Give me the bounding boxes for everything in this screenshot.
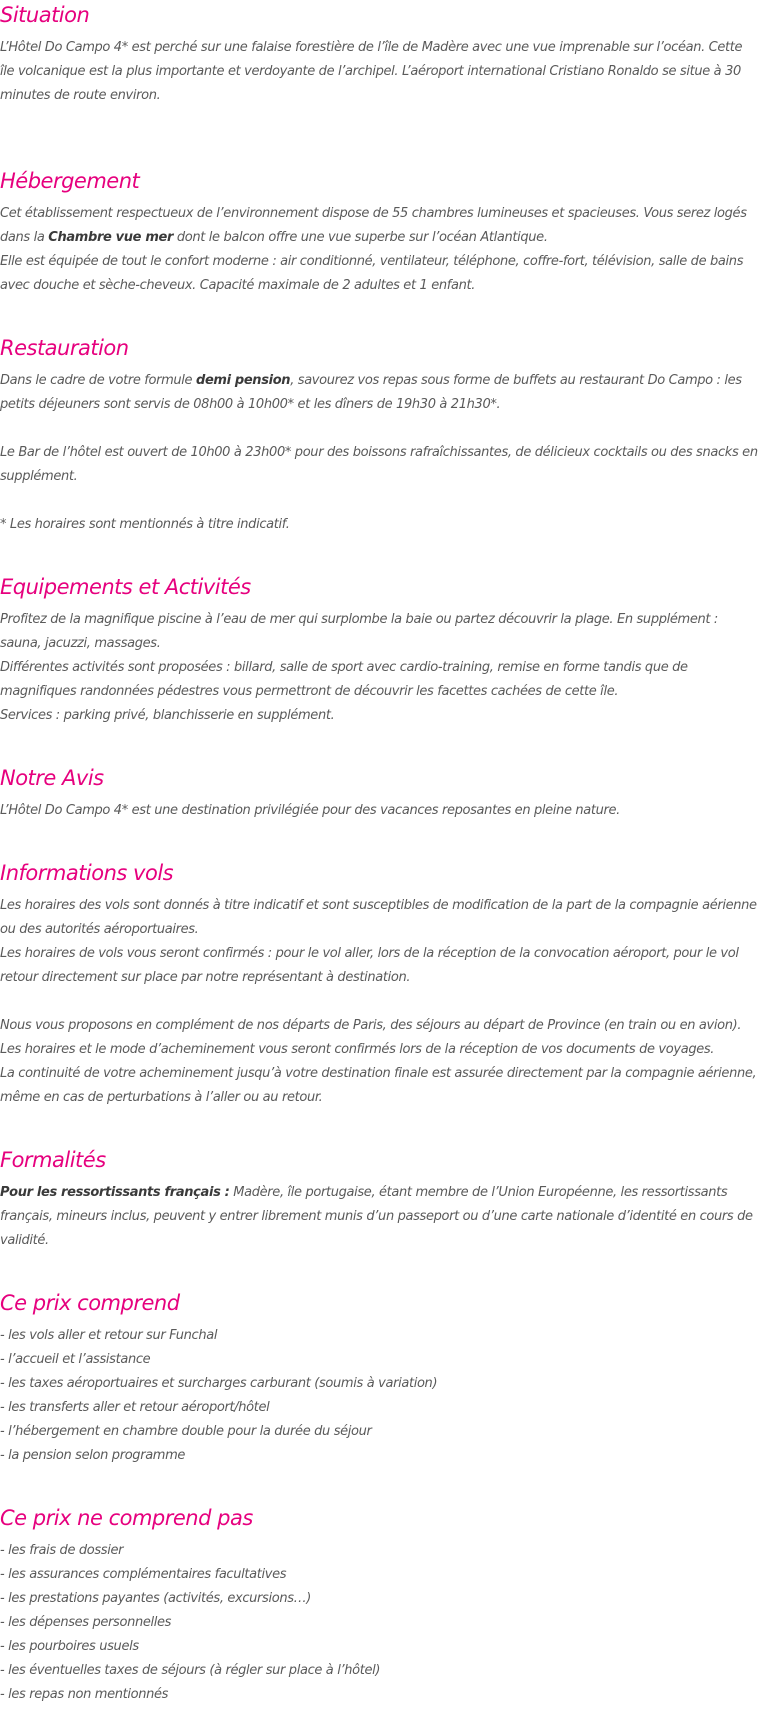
section-title: Equipements et Activités [0, 575, 251, 599]
paragraph: La continuité de votre acheminement jusqu’à votre destination finale est assurée directement par la compagnie aérienne, même en cas de perturbations à l’aller ou au retour. [0, 1066, 757, 1105]
section-vols [0, 858, 758, 1110]
section-formalites [0, 1145, 758, 1253]
section-body [0, 369, 758, 537]
section-title: Informations vols [0, 861, 174, 885]
text-run: , savourez vos repas sous forme de buffets au restaurant Do Campo : les petits déjeuners sont servis de 08h00 à 10h00* et les dîners de 19h30 à 21h30*. [0, 373, 742, 412]
list-item: - les repas non mentionnés [0, 1687, 169, 1702]
included-list [0, 1324, 758, 1468]
section-body [0, 36, 758, 108]
section-body [0, 608, 758, 728]
list-item: - les transferts aller et retour aéroport/hôtel [0, 1400, 270, 1415]
section-body [0, 202, 758, 298]
list-item: - les pourboires usuels [0, 1639, 139, 1654]
paragraph: Les horaires des vols sont donnés à titre indicatif et sont susceptibles de modification de la part de la compagnie aérienne ou des autorités aéroportuaires. [0, 898, 757, 937]
list-item: - les éventuelles taxes de séjours (à régler sur place à l’hôtel) [0, 1663, 381, 1678]
list-item: - la pension selon programme [0, 1448, 186, 1463]
section-title: Situation [0, 3, 90, 27]
paragraph: Les horaires et le mode d’acheminement vous seront confirmés lors de la réception de vos documents de voyages. [0, 1042, 715, 1057]
paragraph: L’Hôtel Do Campo 4* est perché sur une falaise forestière de l’île de Madère avec une vue imprenable sur l’océan. Cette île volcanique est la plus importante et verdoyante de l’archipel. L’aéroport international Cristiano Ronaldo se situe à 30 minutes de route environ. [0, 40, 743, 103]
section-prix-comprend [0, 1288, 758, 1468]
bold-text: Chambre vue mer [48, 230, 174, 245]
section-body [0, 799, 758, 823]
section-body [0, 894, 758, 1110]
section-avis [0, 763, 758, 823]
paragraph: Le Bar de l’hôtel est ouvert de 10h00 à 23h00* pour des boissons rafraîchissantes, de délicieux cocktails ou des snacks en supplément. [0, 445, 758, 484]
list-item: - les vols aller et retour sur Funchal [0, 1328, 218, 1343]
list-item: - les dépenses personnelles [0, 1615, 172, 1630]
list-item: - les assurances complémentaires facultatives [0, 1567, 287, 1582]
section-title: Ce prix ne comprend pas [0, 1506, 253, 1530]
paragraph: Services : parking privé, blanchisserie en supplément. [0, 708, 335, 723]
bold-text: Pour les ressortissants français : [0, 1185, 230, 1200]
list-item: - les prestations payantes (activités, excursions…) [0, 1591, 312, 1606]
section-equipements [0, 572, 758, 728]
paragraph: Profitez de la magnifique piscine à l’eau de mer qui surplombe la baie ou partez découvrir la plage. En supplément : sauna, jacuzzi, massages. [0, 612, 718, 651]
paragraph: Différentes activités sont proposées : billard, salle de sport avec cardio-training, remise en forme tandis que de magnifiques randonnées pédestres vous permettront de découvrir les facettes cachées de cette île. [0, 660, 688, 699]
paragraph: L’Hôtel Do Campo 4* est une destination privilégiée pour des vacances reposantes en pleine nature. [0, 803, 620, 818]
list-item: - les taxes aéroportuaires et surcharges carburant (soumis à variation) [0, 1376, 438, 1391]
paragraph: Les horaires de vols vous seront confirmés : pour le vol aller, lors de la réception de la convocation aéroport, pour le vol retour directement sur place par notre représentant à destination. [0, 946, 739, 985]
section-title: Restauration [0, 336, 129, 360]
paragraph [0, 202, 758, 250]
section-body [0, 1181, 758, 1253]
paragraph: Nous vous proposons en complément de nos départs de Paris, des séjours au départ de Province (en train ou en avion). [0, 1018, 742, 1033]
paragraph [0, 1181, 758, 1253]
excluded-list [0, 1539, 758, 1707]
section-restauration [0, 333, 758, 537]
paragraph [0, 369, 758, 417]
text-run: Cet établissement respectueux de l’environnement dispose de 55 chambres lumineuses et spacieuses. Vous serez logés dans la [0, 206, 747, 245]
section-prix-ne-comprend-pas [0, 1503, 758, 1707]
section-title: Formalités [0, 1148, 106, 1172]
bold-text: demi pension [195, 373, 291, 388]
section-title: Notre Avis [0, 766, 104, 790]
list-item: - l’hébergement en chambre double pour la durée du séjour [0, 1424, 372, 1439]
text-run: dont le balcon offre une vue superbe sur l’océan Atlantique. [173, 230, 548, 245]
list-item: - l’accueil et l’assistance [0, 1352, 151, 1367]
section-situation [0, 0, 758, 108]
text-run: Dans le cadre de votre formule [0, 373, 196, 388]
text-run: Madère, île portugaise, étant membre de l’Union Européenne, les ressortissants français, mineurs inclus, peuvent y entrer librement munis d’un passeport ou d’une carte nationale d’identité en cours de validité. [0, 1185, 753, 1248]
section-hebergement [0, 166, 758, 298]
list-item: - les frais de dossier [0, 1543, 124, 1558]
paragraph: Elle est équipée de tout le confort moderne : air conditionné, ventilateur, téléphone, coffre-fort, télévision, salle de bains avec douche et sèche-cheveux. Capacité maximale de 2 adultes et 1 enfant. [0, 254, 744, 293]
section-title: Hébergement [0, 169, 140, 193]
section-title: Ce prix comprend [0, 1291, 180, 1315]
footnote: * Les horaires sont mentionnés à titre indicatif. [0, 517, 290, 532]
